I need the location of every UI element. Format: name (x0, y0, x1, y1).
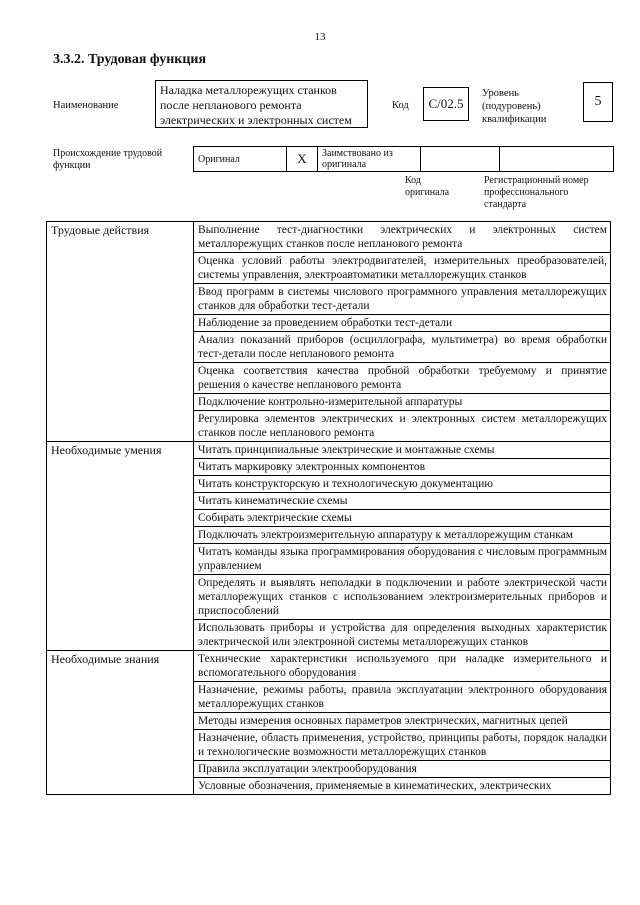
function-name-box: Наладка металлорежущих станков после непланового ремонта электрических и электронных систем (155, 80, 368, 128)
item-cell: Оценка соответствия качества пробной обработки требуемому и принятие решения о качестве непланового ремонта (194, 363, 611, 394)
table-row (47, 222, 611, 253)
category-cell: Необходимые умения (47, 442, 194, 651)
table-row (47, 651, 611, 682)
item-cell: Наблюдение за проведением обработки тест-детали (194, 315, 611, 332)
category-cell: Необходимые знания (47, 651, 194, 795)
original-cell (194, 147, 287, 172)
item-cell: Назначение, область применения, устройство, принципы работы, порядок наладки и технологические возможности металлорежущих станков (194, 730, 611, 761)
original-label: Оригинал (198, 153, 240, 165)
section-title: 3.3.2. Трудовая функция (53, 52, 207, 67)
code-value-box: C/02.5 (423, 87, 469, 121)
reg-number-cell (500, 147, 614, 172)
name-label: Наименование (53, 100, 119, 111)
item-cell: Подключать электроизмерительную аппаратуру к металлорежущим станкам (194, 527, 611, 544)
code-original-cell (421, 147, 500, 172)
item-cell: Правила эксплуатации электрооборудования (194, 761, 611, 778)
reg-number-label: Регистрационный номер профессионального стандарта (484, 175, 589, 210)
page-number: 13 (314, 31, 326, 43)
item-cell: Анализ показаний приборов (осциллографа, мультиметра) во время обработки тест-детали после непланового ремонта (194, 332, 611, 363)
function-details-table (46, 221, 611, 795)
item-cell: Собирать электрические схемы (194, 510, 611, 527)
item-cell: Использовать приборы и устройства для определения выходных характеристик электрической или электронной системы металлорежущих станков (194, 620, 611, 651)
item-cell: Технические характеристики используемого при наладке измерительного и вспомогательного оборудования (194, 651, 611, 682)
item-cell: Читать принципиальные электрические и монтажные схемы (194, 442, 611, 459)
level-label: Уровень (подуровень) квалификации (482, 88, 547, 125)
item-cell: Читать маркировку электронных компонентов (194, 459, 611, 476)
item-cell: Регулировка элементов электрических и электронных систем металлорежущих станков после непланового ремонта (194, 411, 611, 442)
origin-table (193, 146, 614, 172)
table-row (47, 442, 611, 459)
original-mark-cell (287, 147, 318, 172)
item-cell: Оценка условий работы электродвигателей, измерительных преобразователей, системы управления, электроавтоматики металлорежущих станков (194, 253, 611, 284)
item-cell: Методы измерения основных параметров электрических, магнитных цепей (194, 713, 611, 730)
item-cell: Читать конструкторскую и технологическую документацию (194, 476, 611, 493)
original-mark: X (297, 150, 307, 166)
item-cell: Читать кинематические схемы (194, 493, 611, 510)
item-cell: Подключение контрольно-измерительной аппаратуры (194, 394, 611, 411)
category-cell: Трудовые действия (47, 222, 194, 442)
item-cell: Условные обозначения, применяемые в кинематических, электрических (194, 778, 611, 795)
item-cell: Назначение, режимы работы, правила эксплуатации электронного оборудования металлорежущих станков (194, 682, 611, 713)
borrowed-cell (318, 147, 421, 172)
origin-label: Происхождение трудовой функции (53, 148, 163, 171)
code-original-label: Код оригинала (405, 175, 450, 198)
level-value-box: 5 (583, 82, 613, 122)
borrowed-label: Заимствовано из оригинала (322, 148, 393, 170)
item-cell: Определять и выявлять неполадки в подключении и работе электрической части металлорежущих станков с использованием электроизмерительных приборов и приспособлений (194, 575, 611, 620)
code-label: Код (392, 100, 409, 111)
item-cell: Выполнение тест-диагностики электрических и электронных систем металлорежущих станков после непланового ремонта (194, 222, 611, 253)
item-cell: Ввод программ в системы числового программного управления металлорежущих станков для обработки тест-детали (194, 284, 611, 315)
item-cell: Читать команды языка программирования оборудования с числовым программным управлением (194, 544, 611, 575)
